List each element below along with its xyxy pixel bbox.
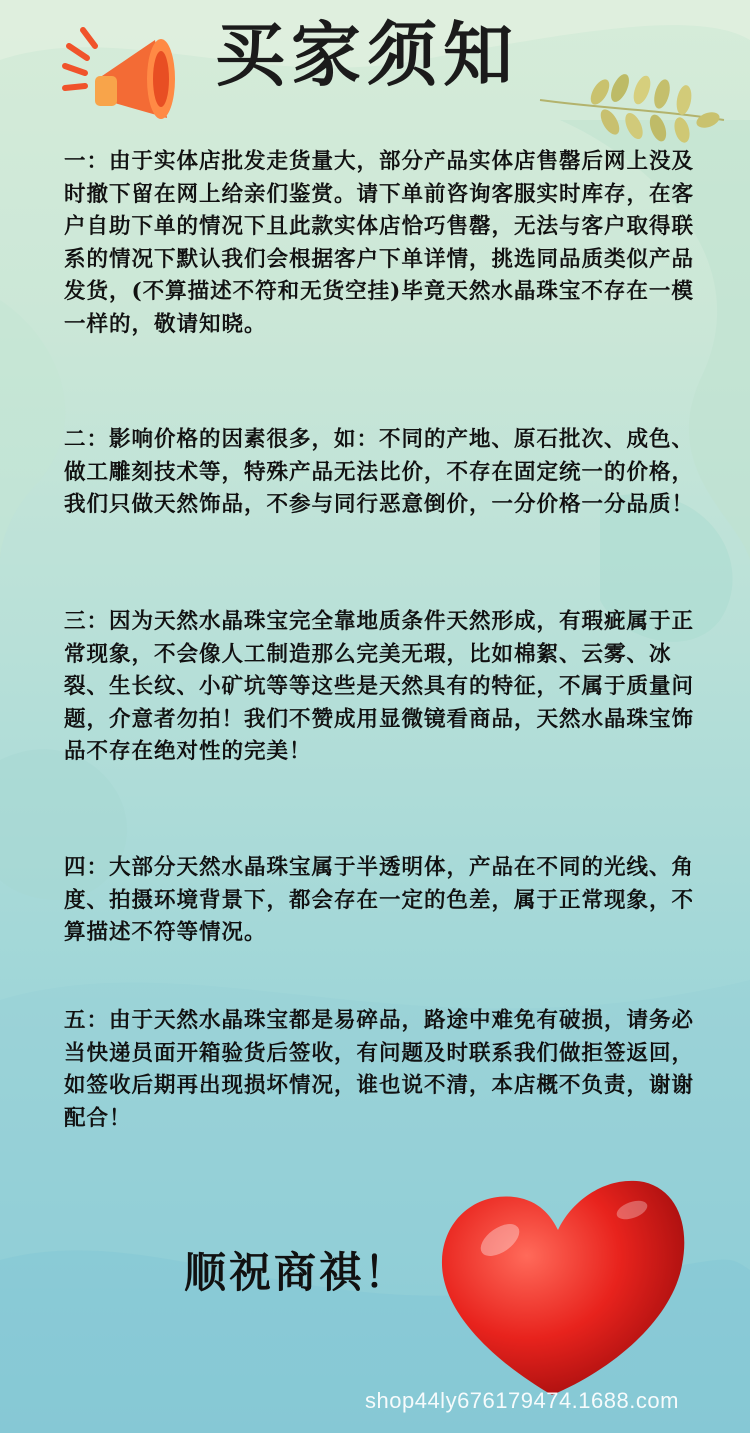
shop-watermark: shop44ly676179474.1688.com <box>365 1388 679 1413</box>
notice-section-4: 四：大部分天然水晶珠宝属于半透明体，产品在不同的光线、角度、拍摄环境背景下，都会存在一定的色差，属于正常现象，不算描述不符等情况。 <box>64 855 695 945</box>
leaf-branch-icon <box>538 70 728 145</box>
notice-section-1: 一：由于实体店批发走货量大，部分产品实体店售罄后网上没及时撤下留在网上给亲们鉴赏。请下单前咨询客服实时库存，在客户自助下单的情况下且此款实体店恰巧售罄，无法与客户取得联系的情况下默认我们会根据客户下单详情，挑选同品质类似产品发货，(不算描述不符和无货空挂)毕竟天然水晶珠宝不存在一模一样的，敬请知晓。 <box>64 149 695 337</box>
notice-section-2: 二：影响价格的因素很多，如：不同的产地、原石批次、成色、做工雕刻技术等，特殊产品无法比价，不存在固定统一的价格，我们只做天然饰品，不参与同行恶意倒价，一分价格一分品质！ <box>64 427 695 517</box>
megaphone-icon <box>55 18 190 133</box>
notice-section-3: 三：因为天然水晶珠宝完全靠地质条件天然形成，有瑕疵属于正常现象，不会像人工制造那么完美无瑕，比如棉絮、云雾、冰裂、生长纹、小矿坑等等这些是天然具有的特征，不属于质量问题，介意者勿拍！我们不赞成用显微镜看商品，天然水晶珠宝饰品不存在绝对性的完美！ <box>64 609 695 764</box>
heart-icon <box>432 1170 694 1410</box>
notice-section-5: 五：由于天然水晶珠宝都是易碎品，路途中难免有破损，请务必当快递员面开箱验货后签收，有问题及时联系我们做拒签返回，如签收后期再出现损坏情况，谁也说不清，本店概不负责，谢谢配合！ <box>64 1008 695 1131</box>
page-title: 买家须知 <box>215 13 519 96</box>
closing-greeting: 顺祝商祺！ <box>184 1248 410 1297</box>
